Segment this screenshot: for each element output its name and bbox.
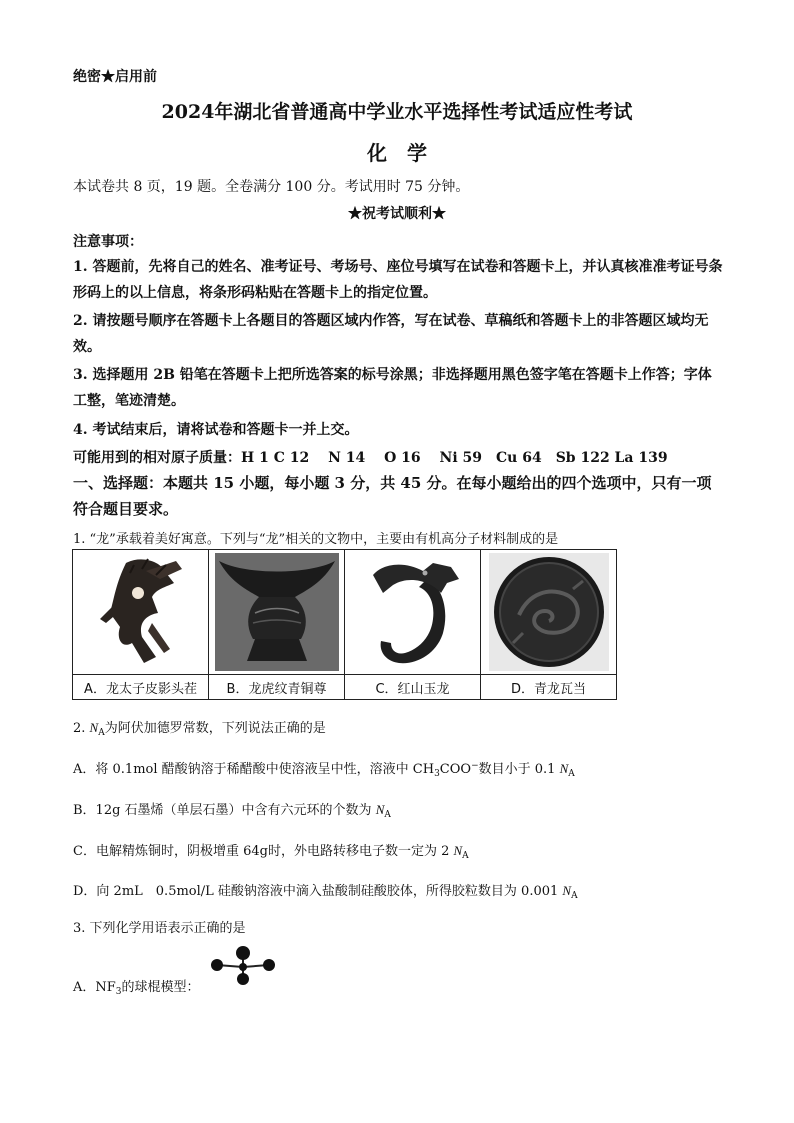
q2-option-a-post: 数目小于 0.1 bbox=[478, 762, 560, 777]
q2-option-d bbox=[73, 880, 578, 901]
secret-label: 绝密★启用前 bbox=[73, 69, 157, 85]
q2-option-a-sub: 3 bbox=[434, 769, 440, 779]
ball-and-stick-model-icon bbox=[205, 943, 281, 987]
q2-option-c bbox=[73, 840, 469, 861]
roof-tile-image bbox=[489, 553, 609, 671]
q2-option-a-sup: − bbox=[471, 761, 479, 771]
q1-option-c-label: C．红山玉龙 bbox=[345, 675, 481, 700]
q3-option-a bbox=[73, 976, 200, 997]
na-symbol: N bbox=[559, 761, 569, 776]
exam-info: 本试卷共 8 页，19 题。全卷满分 100 分。考试用时 75 分钟。 bbox=[73, 179, 470, 195]
subject-title: 化 学 bbox=[367, 141, 427, 165]
na-subscript: A bbox=[568, 769, 575, 779]
section-intro: 一、选择题：本题共 15 小题，每小题 3 分，共 45 分。在每小题给出的四个选项中，只有一项符合题目要求。 bbox=[73, 474, 712, 518]
q2-option-b-text: B．12g 石墨烯（单层石墨）中含有六元环的个数为 bbox=[73, 803, 376, 818]
q1-option-a-label: A．龙太子皮影头茬 bbox=[73, 675, 209, 700]
atomic-masses: 可能用到的相对原子质量：H 1 C 12 N 14 O 16 Ni 59 Cu 64 Sb 122 La 139 bbox=[73, 450, 668, 466]
q2-option-b bbox=[73, 799, 391, 820]
q2-option-a-mid: COO bbox=[439, 762, 472, 777]
q1-stem: 1. “龙”承载着美好寓意。下列与“龙”相关的文物中，主要由有机高分子材料制成的是 bbox=[73, 532, 559, 547]
note-item-4: 4. 考试结束后，请将试卷和答题卡一并上交。 bbox=[73, 422, 359, 438]
bronze-vessel-image bbox=[215, 553, 339, 671]
q1-option-a-image-cell bbox=[73, 550, 209, 675]
q2-option-d-text: D．向 2mL 0.5mol/L 硅酸钠溶液中滴入盐酸制硅酸胶体，所得胶粒数目为 0.001 bbox=[73, 884, 563, 899]
na-subscript: A bbox=[384, 810, 391, 820]
na-symbol: N bbox=[375, 802, 385, 817]
na-subscript: A bbox=[462, 851, 469, 861]
q3-stem: 3. 下列化学用语表示正确的是 bbox=[73, 921, 246, 936]
q3-option-a-sub: 3 bbox=[115, 987, 122, 997]
shadow-puppet-image bbox=[86, 553, 196, 671]
na-subscript: A bbox=[571, 891, 578, 901]
note-item-2: 2. 请按题号顺序在答题卡上各题目的答题区域内作答，写在试卷、草稿纸和答题卡上的非答题区域均无效。 bbox=[73, 313, 709, 355]
q3-option-a-post: 的球棍模型： bbox=[121, 980, 200, 995]
q2-number: 2. bbox=[73, 721, 90, 736]
q2-stem bbox=[73, 717, 326, 738]
q2-stem-text: 为阿伏加德罗常数，下列说法正确的是 bbox=[104, 721, 326, 736]
na-symbol: N bbox=[453, 843, 463, 858]
note-item-3: 3. 选择题用 2B 铅笔在答题卡上把所选答案的标号涂黑；非选择题用黑色签字笔在答题卡上作答；字体工整，笔迹清楚。 bbox=[73, 367, 712, 409]
q2-option-c-text: C．电解精炼铜时，阴极增重 64g时，外电路转移电子数一定为 2 bbox=[73, 844, 454, 859]
note-item-1: 1. 答题前，先将自己的姓名、准考证号、考场号、座位号填写在试卷和答题卡上，并认真核准准考证号条形码上的以上信息，将条形码粘贴在答题卡上的指定位置。 bbox=[73, 259, 723, 301]
q1-option-d-image-cell bbox=[481, 550, 617, 675]
q2-option-a bbox=[73, 758, 575, 779]
wish-line: ★祝考试顺利★ bbox=[348, 206, 446, 222]
notes-heading: 注意事项： bbox=[73, 234, 143, 250]
exam-title: 2024年湖北省普通高中学业水平选择性考试适应性考试 bbox=[161, 101, 633, 123]
q2-option-a-text: A．将 0.1mol 醋酸钠溶于稀醋酸中使溶液呈中性，溶液中 CH bbox=[73, 762, 435, 777]
q1-option-b-image-cell bbox=[209, 550, 345, 675]
na-subscript: A bbox=[98, 728, 105, 738]
jade-dragon-image bbox=[353, 553, 473, 671]
na-symbol: N bbox=[89, 720, 99, 735]
q1-option-b-label: B．龙虎纹青铜尊 bbox=[209, 675, 345, 700]
na-symbol: N bbox=[562, 883, 572, 898]
q1-options-table bbox=[72, 549, 617, 700]
q1-option-c-image-cell bbox=[345, 550, 481, 675]
q1-option-d-label: D．青龙瓦当 bbox=[481, 675, 617, 700]
q3-option-a-text: A．NF bbox=[73, 980, 116, 995]
